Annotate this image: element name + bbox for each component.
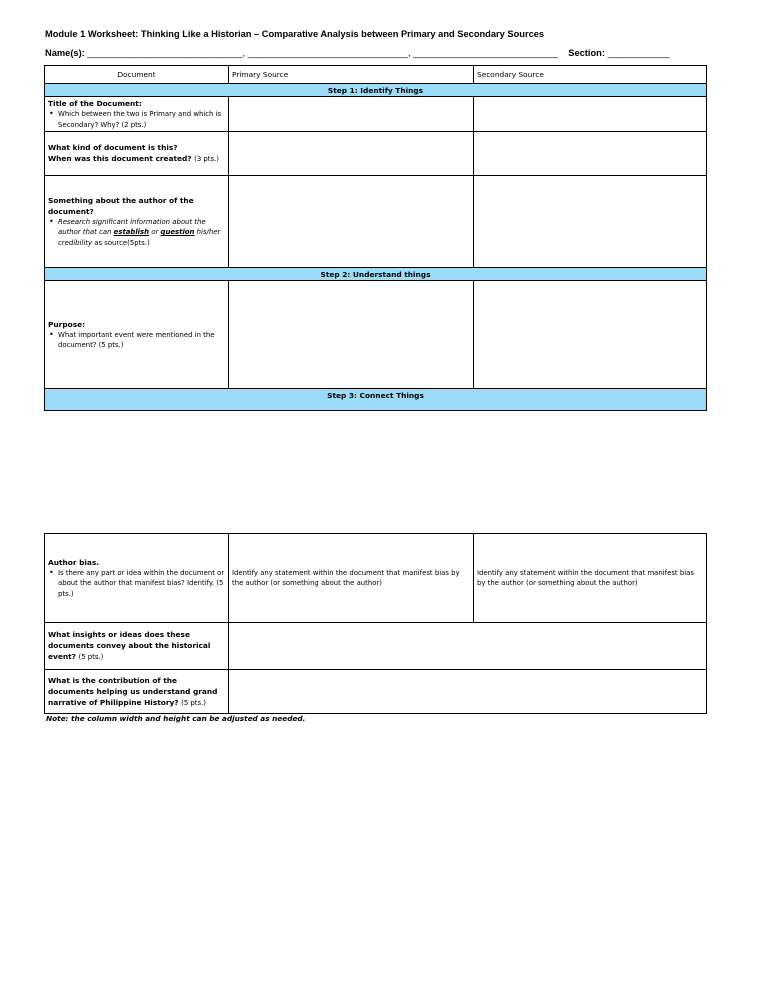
row-bias-bullet: • Is there any part or idea within the document or about the author that manifest bias? Identify. (5 pts.) [58,568,225,600]
secondary-title-cell[interactable] [474,97,707,132]
header-secondary-source: Secondary Source [474,66,707,84]
primary-bias-cell[interactable]: Identify any statement within the document that manifest bias by the author (or something about the author) [229,534,474,623]
secondary-kind-cell[interactable] [474,132,707,176]
step-2-banner: Step 2: Understand things [45,268,707,281]
header-primary-source: Primary Source [229,66,474,84]
row-title-label [45,97,229,132]
row-title-heading: Title of the Document: [48,99,142,108]
row-title-bullet: • Which between the two is Primary and which is Secondary? Why? (2 pts.) [58,109,225,130]
primary-title-cell[interactable] [229,97,474,132]
name-blank-1[interactable]: ______________________________, [87,48,246,58]
row-purpose-label [45,281,229,389]
row-kind-line2: When was this document created? [48,154,192,163]
worksheet-table-bottom [44,533,707,714]
primary-author-cell[interactable] [229,176,474,268]
row-contribution-points: (5 pts.) [181,698,206,707]
names-label: Name(s): [45,48,85,58]
row-kind-points: (3 pts.) [194,155,219,163]
row-author-label [45,176,229,268]
contribution-answer-cell[interactable] [229,670,707,714]
secondary-purpose-cell[interactable] [474,281,707,389]
secondary-author-cell[interactable] [474,176,707,268]
row-insights-points: (5 pts.) [78,653,104,661]
row-contribution-label [45,670,229,714]
insights-answer-cell[interactable] [229,623,707,670]
section-blank[interactable]: ____________ [607,48,670,58]
row-contribution-text: What is the contribution of the documents helping us understand grand narrative of Philippine History? [48,675,218,707]
footnote: Note: the column width and height can be adjusted as needed. [46,714,306,723]
step-1-banner: Step 1: Identify Things [45,84,707,97]
step-3-banner: Step 3: Connect Things [45,389,707,411]
row-kind-line1: What kind of document is this? [48,143,178,152]
secondary-bias-cell[interactable]: Identify any statement within the document that manifest bias by the author (or something about the author) [474,534,707,623]
section-label: Section: [568,48,605,58]
primary-kind-cell[interactable] [229,132,474,176]
row-purpose-bullet: • What important event were mentioned in the document? (5 pts.) [58,330,225,351]
worksheet-title: Module 1 Worksheet: Thinking Like a Historian – Comparative Analysis between Primary and Secondary Sources [45,29,545,39]
row-purpose-heading: Purpose: [48,319,86,329]
worksheet-table-top [44,65,707,411]
name-blank-3[interactable]: ____________________________ [413,48,558,58]
row-bias-heading: Author bias. [48,557,100,567]
row-author-bullet: • Research significant information about the author that can establish or question his/her credibility as source(5pts.) [58,217,225,249]
row-kind-label [45,132,229,176]
names-section-line [45,48,670,58]
name-blank-2[interactable]: _______________________________, [247,48,411,58]
row-bias-label [45,534,229,623]
row-author-heading: Something about the author of the document? [48,195,194,216]
row-insights-label [45,623,229,670]
primary-purpose-cell[interactable] [229,281,474,389]
header-document: Document [45,66,229,84]
row-insights-text: What insights or ideas does these documents convey about the historical event? [48,630,211,661]
